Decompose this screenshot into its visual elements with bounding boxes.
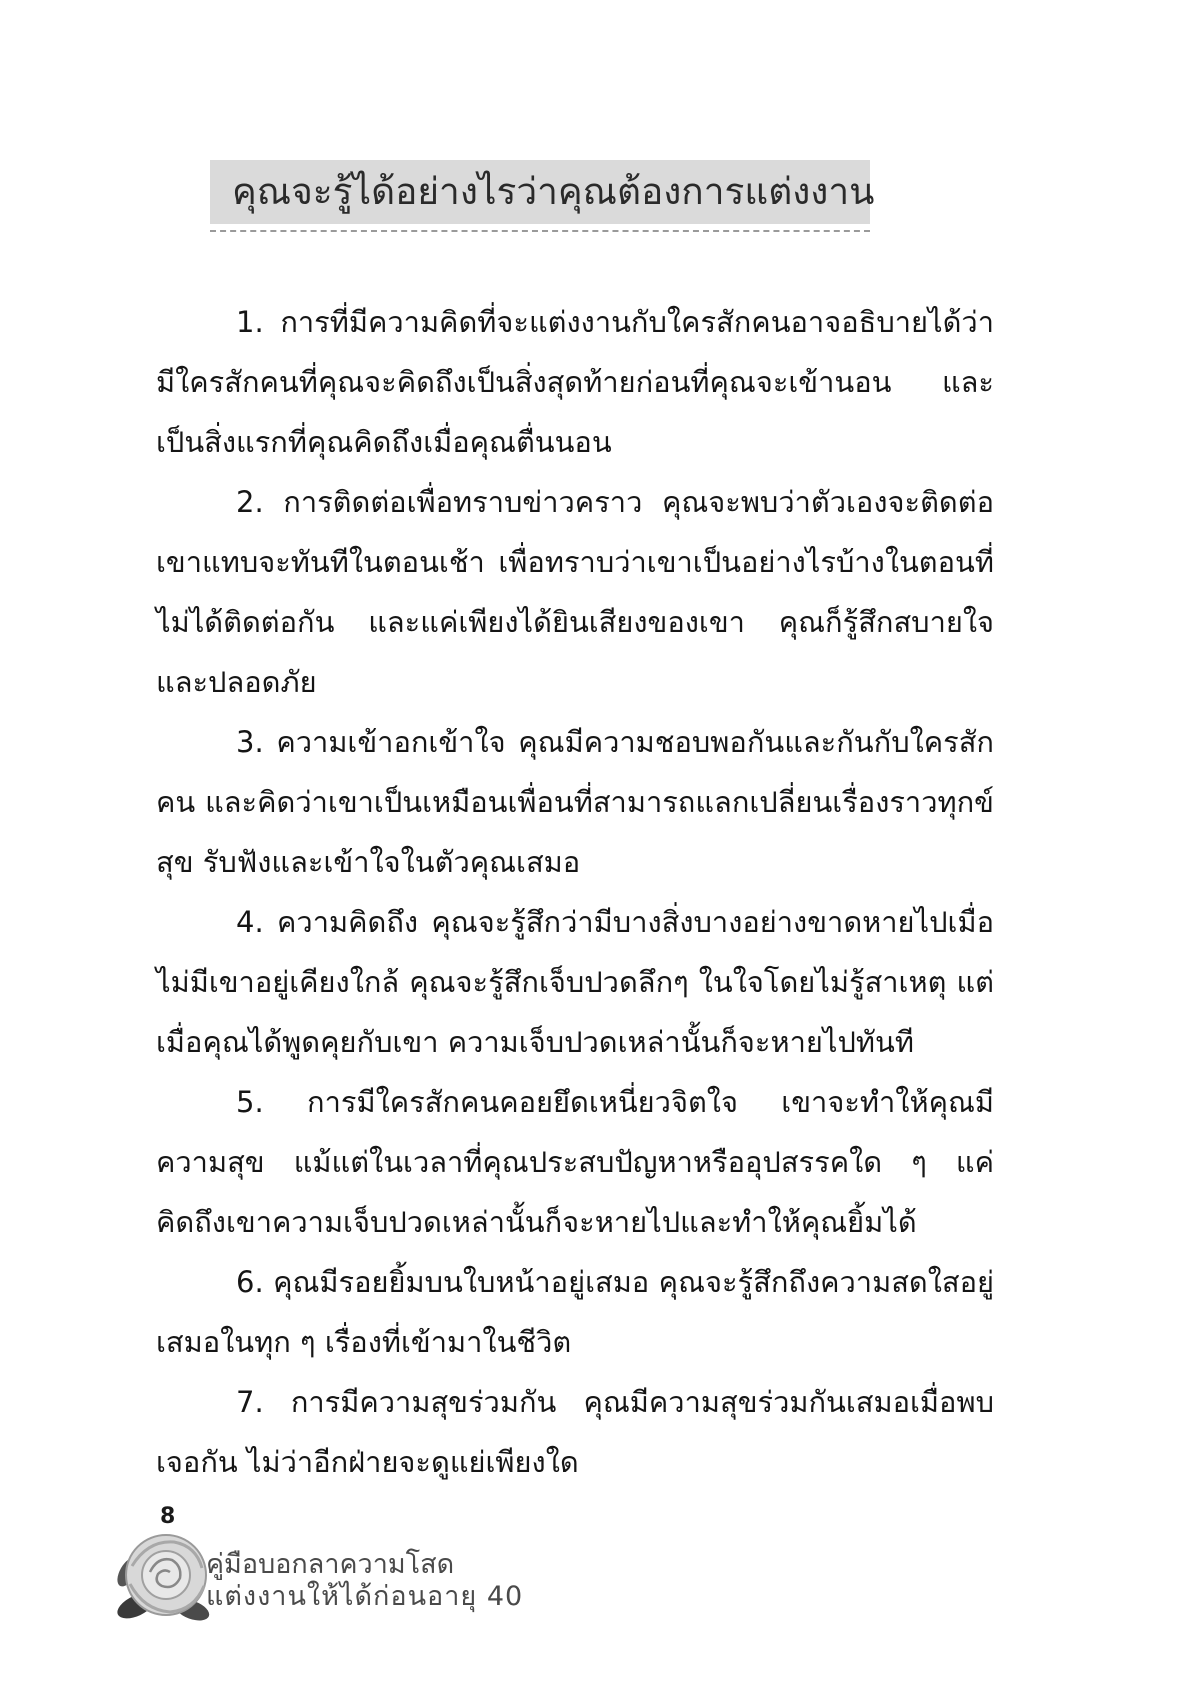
paragraph-6: 6. คุณมีรอยยิ้มบนใบหน้าอยู่เสมอ คุณจะรู้สึกถึงความสดใสอยู่เสมอในทุก ๆ เรื่องที่เข้ามาในชีวิต [156,1265,994,1359]
title-divider [210,230,870,232]
body-text [156,292,994,1492]
page-number: 8 [160,1504,176,1529]
book-title-line2: แต่งงานให้ได้ก่อนอายุ 40 [206,1581,524,1612]
paragraph-7: 7. การมีความสุขร่วมกัน คุณมีความสุขร่วมกันเสมอเมื่อพบเจอกัน ไม่ว่าอีกฝ่ายจะดูแย่เพียงใด [156,1385,994,1479]
paragraph-4: 4. ความคิดถึง คุณจะรู้สึกว่ามีบางสิ่งบางอย่างขาดหายไปเมื่อไม่มีเขาอยู่เคียงใกล้ คุณจะรู้สึกเจ็บปวดลึกๆ ในใจโดยไม่รู้สาเหตุ แต่เมื่อคุณได้พูดคุยกับเขา ความเจ็บปวดเหล่านั้นก็จะหายไปทันที [156,905,994,1059]
paragraph-3: 3. ความเข้าอกเข้าใจ คุณมีความชอบพอกันและกันกับใครสักคน และคิดว่าเขาเป็นเหมือนเพื่อนที่สามารถแลกเปลี่ยนเรื่องราวทุกข์สุข รับฟังและเข้าใจในตัวคุณเสมอ [156,725,994,879]
paragraph-5: 5. การมีใครสักคนคอยยึดเหนี่ยวจิตใจ เขาจะทำให้คุณมีความสุข แม้แต่ในเวลาที่คุณประสบปัญหาหรืออุปสรรคใด ๆ แค่คิดถึงเขาความเจ็บปวดเหล่านั้นก็จะหายไปและทำให้คุณยิ้มได้ [156,1085,994,1239]
page-title: คุณจะรู้ได้อย่างไรว่าคุณต้องการแต่งงาน [232,170,875,213]
paragraph-2: 2. การติดต่อเพื่อทราบข่าวคราว คุณจะพบว่าตัวเองจะติดต่อเขาแทบจะทันทีในตอนเช้า เพื่อทราบว่าเขาเป็นอย่างไรบ้างในตอนที่ไม่ได้ติดต่อกัน และแค่เพียงได้ยินเสียงของเขา คุณก็รู้สึกสบายใจและปลอดภัย [156,485,994,699]
book-title-line1: คู่มือบอกลาความโสด [206,1549,455,1580]
paragraph-1: 1. การที่มีความคิดที่จะแต่งงานกับใครสักคนอาจอธิบายได้ว่า มีใครสักคนที่คุณจะคิดถึงเป็นสิ่งสุดท้ายก่อนที่คุณจะเข้านอน และเป็นสิ่งแรกที่คุณคิดถึงเมื่อคุณตื่นนอน [156,305,994,459]
rose-icon [108,1520,220,1630]
